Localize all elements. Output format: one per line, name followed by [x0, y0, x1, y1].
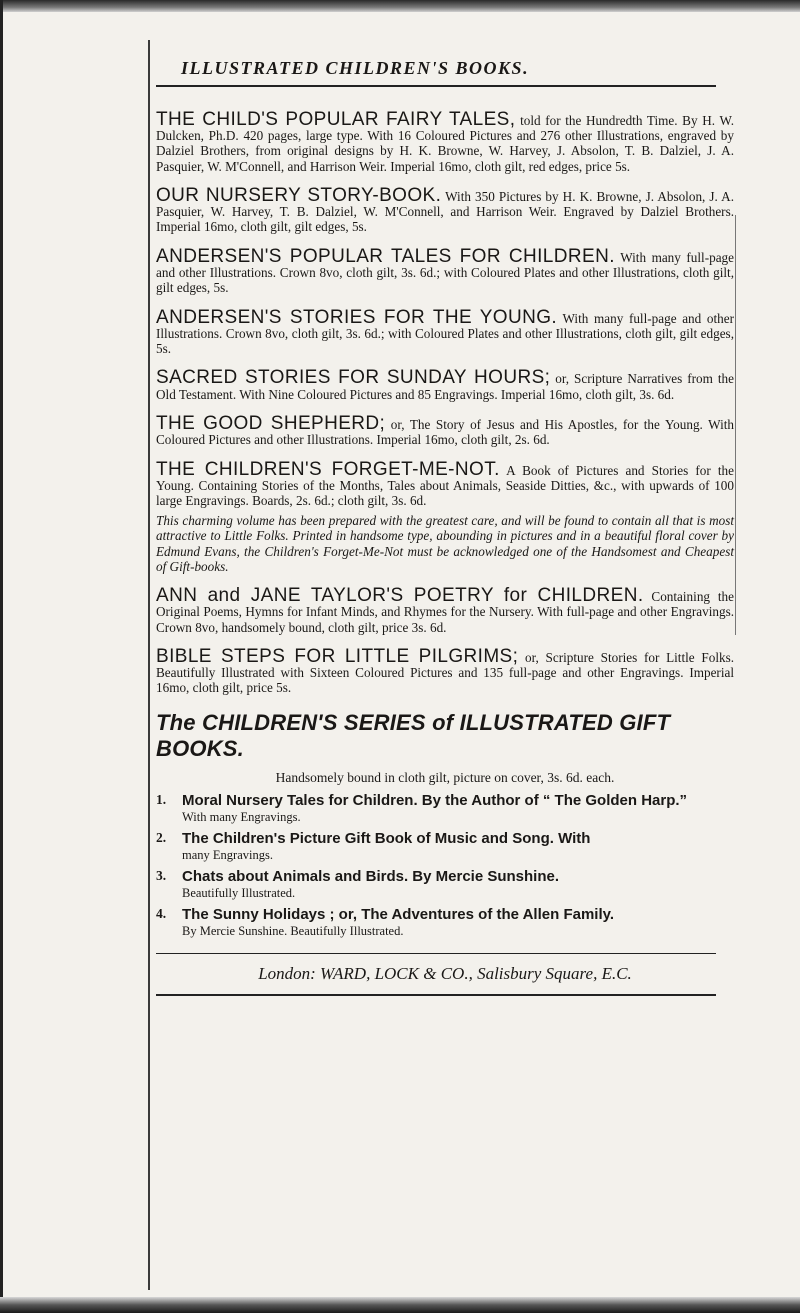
book-description: Containing the Original Poems, Hymns for Infant Minds, and Rhymes for the Nursery. With full-page and other Engravings. Crown 8vo, handsomely bound, cloth gilt, price 3s. 6d. [156, 589, 734, 635]
book-title: ANN and JANE TAYLOR'S POETRY for CHILDREN. [156, 585, 644, 607]
list-number: 1. [156, 791, 167, 807]
list-detail: Beautifully Illustrated. [182, 885, 296, 900]
forget-me-not-note: This charming volume has been prepared with the greatest care, and will be found to contain all that is most attractive to Little Folks. Printed in handsome type, abounding in pictures and in a beautiful floral cover by Edmund Evans, the Children's Forget-Me-Not must be acknowledged one of the Handsomest and Cheapest of Gift-books. [156, 513, 734, 574]
book-title: THE CHILDREN'S FORGET-ME-NOT. [156, 458, 500, 480]
book-title: ANDERSEN'S POPULAR TALES FOR CHILDREN. [156, 245, 615, 267]
head-rule [156, 85, 716, 87]
series-list [156, 792, 734, 939]
book-title: SACRED STORIES FOR SUNDAY HOURS; [156, 367, 551, 389]
book-entry [156, 187, 734, 235]
scan-left-edge [0, 0, 3, 1313]
book-title: OUR NURSERY STORY-BOOK. [156, 185, 442, 206]
list-item [156, 830, 734, 863]
list-item [156, 906, 734, 939]
book-title: THE CHILD'S POPULAR FAIRY TALES, [156, 109, 516, 130]
page-frame-left [148, 40, 150, 1290]
book-title: THE GOOD SHEPHERD; [156, 412, 386, 434]
list-item [156, 868, 734, 901]
book-description: or, Scripture Narratives from the Old Testament. With Nine Coloured Pictures and 85 Engravings. Imperial 16mo, cloth gilt, 3s. 6d. [156, 371, 734, 402]
list-title: Chats about Animals and Birds. By Mercie Sunshine. [182, 867, 560, 885]
list-detail: many Engravings. [182, 847, 273, 862]
list-title: Moral Nursery Tales for Children. By the Author of “ The Golden Harp.” [182, 791, 688, 809]
page-frame-right [735, 215, 736, 635]
scan-bottom-edge [0, 1297, 800, 1313]
book-entry [156, 587, 734, 635]
book-description: told for the Hundredth Time. By H. W. Dulcken, Ph.D. 420 pages, large type. With 16 Coloured Pictures and 276 other Illustrations, engraved by Dalziel Brothers, from original designs by H. K. Browne, W. Harvey, J. Absolon, T. B. Dalziel, J. A. Pasquier, W. M'Connell, and Harrison Weir. Imperial 16mo, cloth gilt, red edges, price 5s. [156, 113, 734, 174]
footer-rule-bottom [156, 994, 716, 996]
book-entry [156, 412, 735, 448]
book-entry [156, 645, 734, 696]
publisher-imprint: London: WARD, LOCK & CO., Salisbury Square, E.C. [258, 963, 632, 983]
list-item [156, 792, 734, 825]
book-entry [156, 306, 735, 357]
running-head: ILLUSTRATED CHILDREN'S BOOKS. [181, 58, 530, 78]
series-subtitle: Handsomely bound in cloth gilt, picture on cover, 3s. 6d. each. [275, 769, 615, 785]
list-number: 2. [156, 829, 167, 845]
list-title: The Children's Picture Gift Book of Music and Song. With [182, 829, 591, 847]
book-description: or, Scripture Stories for Little Folks. Beautifully Illustrated with Sixteen Coloured Pictures and 135 full-page and other Engravings. Imperial 16mo, cloth gilt, price 5s. [156, 649, 734, 696]
entries-list [156, 111, 734, 696]
page [156, 58, 734, 996]
book-description: With many full-page and other Illustrations. Crown 8vo, cloth gilt, 3s. 6d.; with Coloured Plates and other Illustrations, cloth gilt, gilt edges, 5s. [156, 310, 735, 356]
book-description: A Book of Pictures and Stories for the Young. Containing Stories of the Months, Tales about Animals, Seaside Ditties, &c., with upwards of 100 large Engravings. Boards, 2s. 6d.; cloth gilt, 3s. 6d. [156, 462, 734, 508]
book-entry [156, 458, 734, 509]
scan-top-edge [0, 0, 800, 12]
list-detail: By Mercie Sunshine. Beautifully Illustrated. [182, 923, 404, 938]
list-detail: With many Engravings. [182, 809, 301, 824]
book-title: ANDERSEN'S STORIES FOR THE YOUNG. [156, 306, 558, 328]
list-number: 4. [156, 905, 167, 921]
book-entry [156, 369, 734, 401]
footer-rule [156, 953, 716, 954]
book-title: BIBLE STEPS FOR LITTLE PILGRIMS; [156, 645, 519, 667]
book-entry [156, 111, 734, 174]
list-title: The Sunny Holidays ; or, The Adventures of the Allen Family. [182, 905, 615, 923]
book-description: With 350 Pictures by H. K. Browne, J. Absolon, J. A. Pasquier, W. Harvey, T. B. Dalziel, W. M'Connell, and Harrison Weir. Engraved by Dalziel Brothers. Imperial 16mo, cloth gilt, gilt edges, 5s. [156, 189, 734, 235]
book-description: With many full-page and other Illustrations. Crown 8vo, cloth gilt, 3s. 6d.; with Coloured Plates and other Illustrations, cloth gilt, gilt edges, 5s. [156, 249, 735, 296]
book-description: or, The Story of Jesus and His Apostles, for the Young. With Coloured Pictures and other Illustrations. Imperial 16mo, cloth gilt, 2s. 6d. [156, 416, 735, 448]
book-entry [156, 245, 735, 296]
series-title: The CHILDREN'S SERIES of ILLUSTRATED GIFT BOOKS. [156, 709, 671, 761]
list-number: 3. [156, 867, 167, 883]
